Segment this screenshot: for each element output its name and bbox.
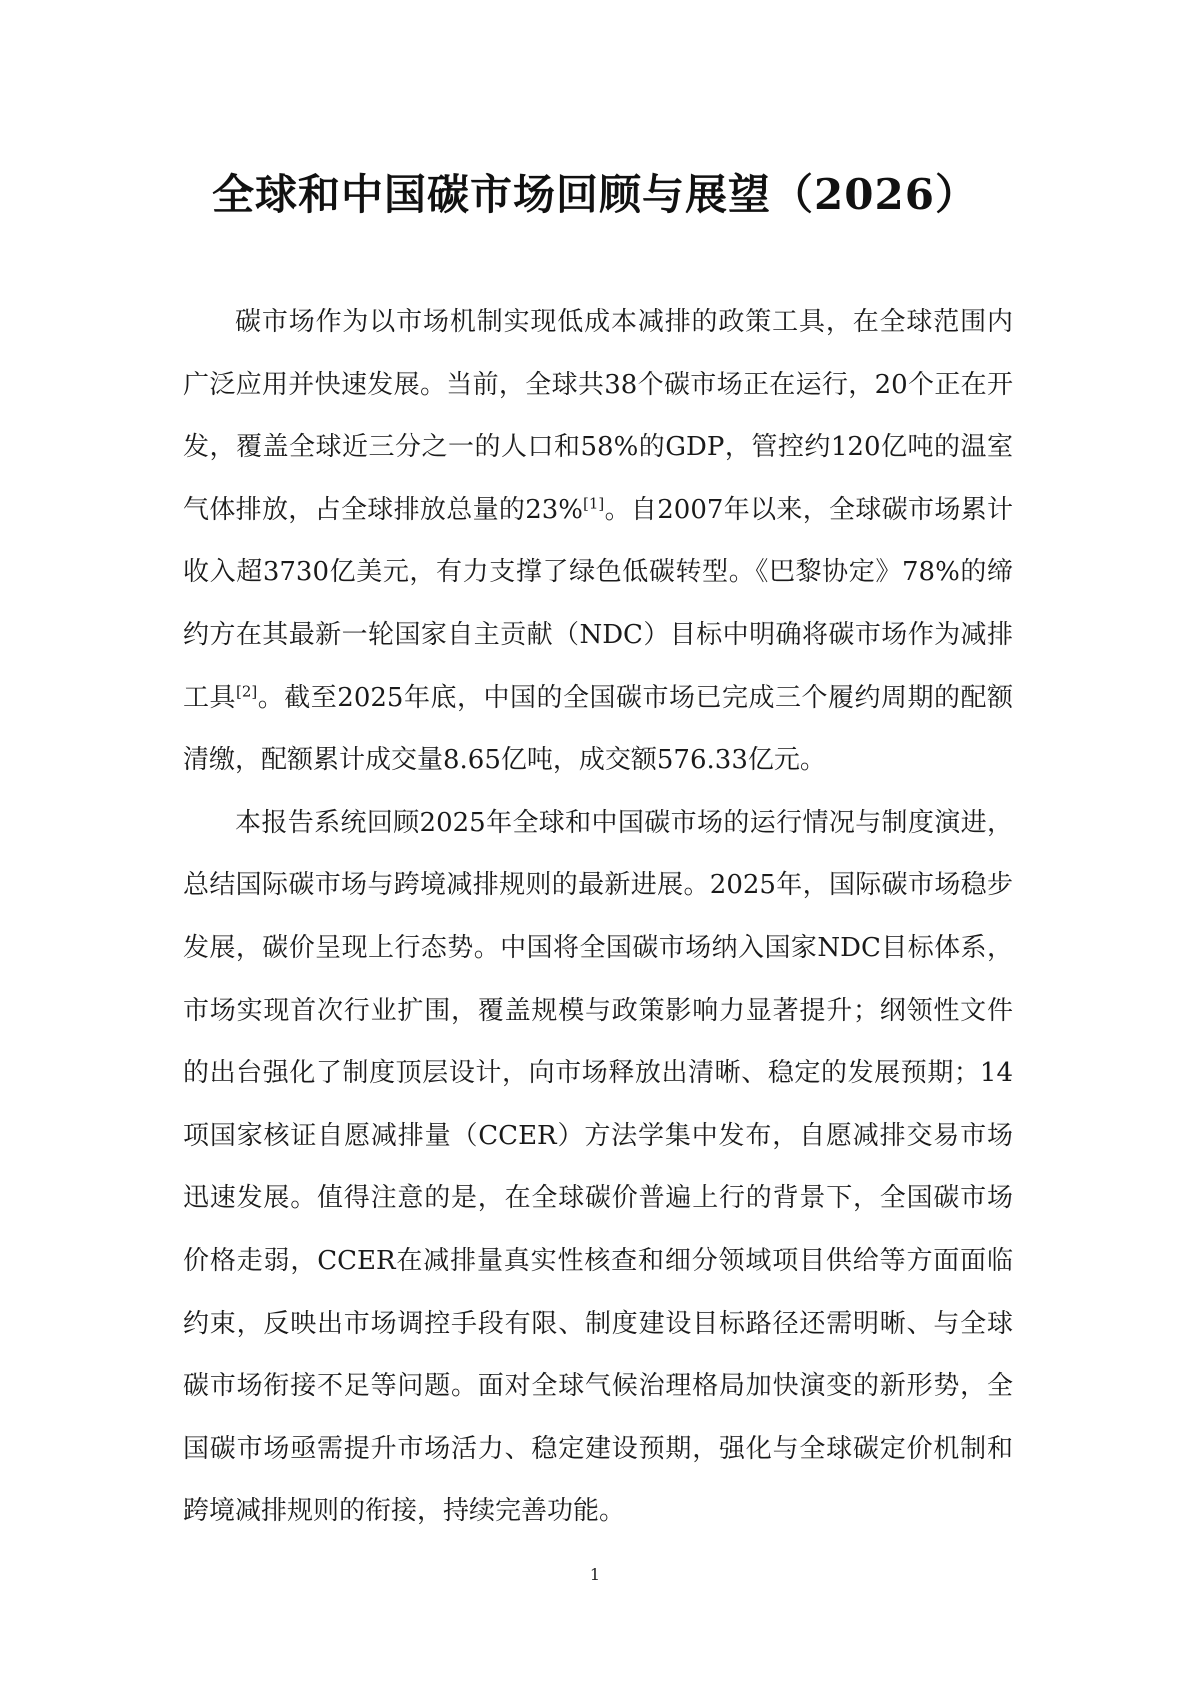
footnote-reference: [2] [236, 681, 258, 700]
page-title: 全球和中国碳市场回顾与展望（2026） [212, 170, 978, 219]
paragraph [183, 291, 1013, 792]
footnote-reference: [1] [583, 494, 605, 513]
paragraph-text: 。截至2025年底，中国的全国碳市场已完成三个履约周期的配额清缴，配额累计成交量8.65亿吨，成交额576.33亿元。 [183, 682, 1013, 776]
paragraph [183, 792, 1013, 1543]
paragraph-text: 碳市场作为以市场机制实现低成本减排的政策工具，在全球范围内广泛应用并快速发展。当前，全球共38个碳市场正在运行，20个正在开发，覆盖全球近三分之一的人口和58%的GDP，管控约120亿吨的温室气体排放，占全球排放总量的23% [183, 307, 1013, 525]
paragraph-text: 。自2007年以来，全球碳市场累计收入超3730亿美元，有力支撑了绿色低碳转型。《巴黎协定》78%的缔约方在其最新一轮国家自主贡献（NDC）目标中明确将碳市场作为减排工具 [183, 494, 1014, 713]
body-text [183, 291, 1013, 1543]
page-number: 1 [589, 1565, 601, 1584]
paragraph-text: 本报告系统回顾2025年全球和中国碳市场的运行情况与制度演进，总结国际碳市场与跨境减排规则的最新进展。2025年，国际碳市场稳步发展，碳价呈现上行态势。中国将全国碳市场纳入国家NDC目标体系，市场实现首次行业扩围，覆盖规模与政策影响力显著提升；纲领性文件的出台强化了制度顶层设计，向市场释放出清晰、稳定的发展预期；14项国家核证自愿减排量（CCER）方法学集中发布，自愿减排交易市场迅速发展。值得注意的是，在全球碳价普遍上行的背景下，全国碳市场价格走弱，CCER在减排量真实性核查和细分领域项目供给等方面面临约束，反映出市场调控手段有限、制度建设目标路径还需明晰、与全球碳市场衔接不足等问题。面对全球气候治理格局加快演变的新形势，全国碳市场亟需提升市场活力、稳定建设预期，强化与全球碳定价机制和跨境减排规则的衔接，持续完善功能。 [183, 807, 1013, 1527]
